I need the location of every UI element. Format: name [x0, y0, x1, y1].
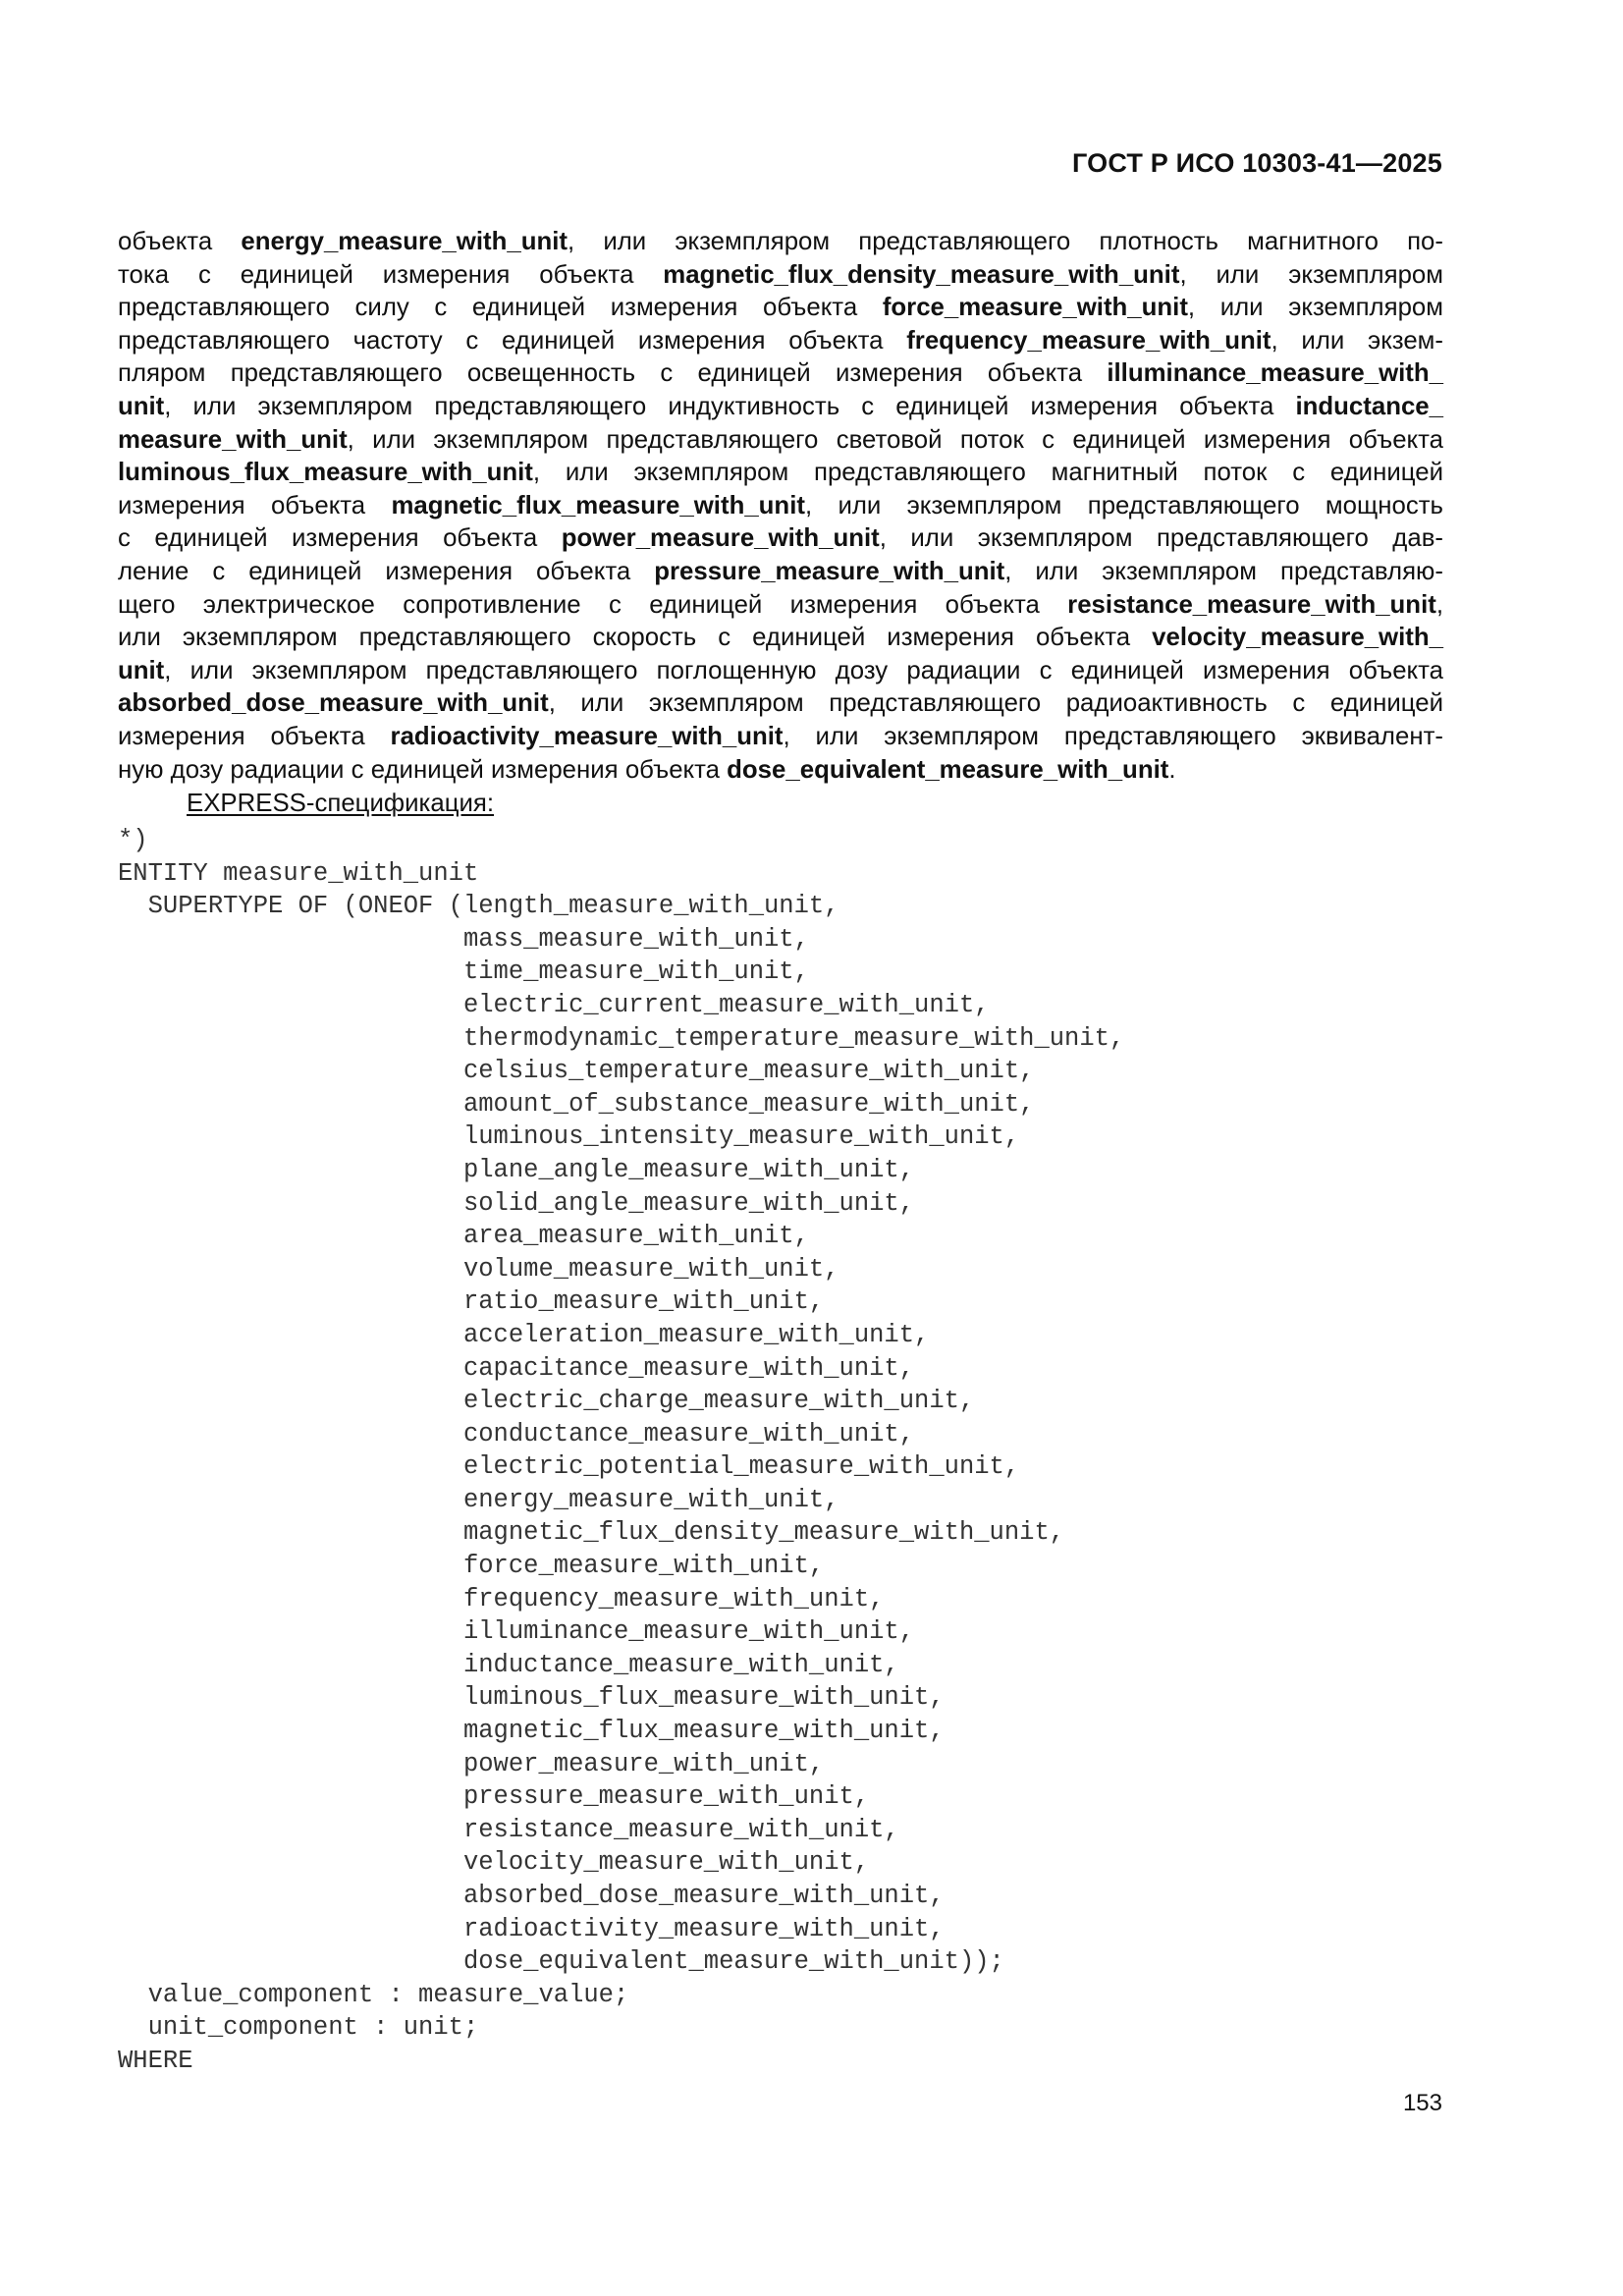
code-line: WHERE — [118, 2046, 193, 2075]
code-line: amount_of_substance_measure_with_unit, — [118, 1089, 1035, 1119]
body-paragraph — [118, 226, 1443, 787]
code-line: force_measure_with_unit, — [118, 1552, 825, 1581]
document-header: ГОСТ Р ИСО 10303-41—2025 — [1072, 148, 1442, 178]
code-line: SUPERTYPE OF (ONEOF (length_measure_with_unit, — [118, 892, 839, 921]
code-line: frequency_measure_with_unit, — [118, 1584, 885, 1613]
bold-term: luminous_flux_measure_with_unit — [118, 459, 533, 487]
code-line: unit_component : unit; — [118, 2013, 479, 2043]
express-code-block — [118, 824, 1124, 2078]
paragraph-line: щего электрическое сопротивление с единицей измерения объекта resistance_measure_with_unit, — [118, 590, 1443, 619]
code-line: acceleration_measure_with_unit, — [118, 1320, 930, 1349]
code-line: resistance_measure_with_unit, — [118, 1815, 899, 1844]
code-line: area_measure_with_unit, — [118, 1222, 809, 1251]
code-line: radioactivity_measure_with_unit, — [118, 1914, 945, 1943]
bold-term: power_measure_with_unit — [561, 524, 880, 553]
bold-term: dose_equivalent_measure_with_unit — [727, 755, 1169, 784]
paragraph-line: пляром представляющего освещенность с единицей измерения объекта illuminance_measure_with_ — [118, 359, 1443, 388]
paragraph-line: тока с единицей измерения объекта magnetic_flux_density_measure_with_unit, или экземпляром — [118, 260, 1443, 289]
code-line: luminous_intensity_measure_with_unit, — [118, 1122, 1020, 1152]
code-line: illuminance_measure_with_unit, — [118, 1617, 915, 1647]
code-line: thermodynamic_temperature_measure_with_unit, — [118, 1023, 1125, 1053]
bold-term: magnetic_flux_measure_with_unit — [391, 491, 805, 519]
bold-term: force_measure_with_unit — [882, 294, 1188, 322]
bold-term: measure_with_unit — [118, 425, 348, 454]
bold-term: illuminance_measure_with_ — [1107, 359, 1443, 388]
code-line: conductance_measure_with_unit, — [118, 1419, 915, 1449]
paragraph-line: unit, или экземпляром представляющего индуктивность с единицей измерения объекта inductance_ — [118, 392, 1443, 420]
code-line: time_measure_with_unit, — [118, 957, 809, 987]
code-line: power_measure_with_unit, — [118, 1749, 825, 1778]
code-line: solid_angle_measure_with_unit, — [118, 1188, 915, 1218]
bold-term: resistance_measure_with_unit — [1067, 590, 1436, 619]
bold-term: unit — [118, 392, 165, 420]
bold-term: unit — [118, 656, 165, 684]
paragraph-line: unit, или экземпляром представляющего поглощенную дозу радиации с единицей измерения объекта — [118, 656, 1443, 684]
code-line: celsius_temperature_measure_with_unit, — [118, 1057, 1035, 1086]
code-line: capacitance_measure_with_unit, — [118, 1353, 915, 1383]
bold-term: absorbed_dose_measure_with_unit — [118, 689, 549, 718]
bold-term: radioactivity_measure_with_unit — [390, 722, 784, 750]
code-line: *) — [118, 826, 148, 854]
paragraph-line: объекта energy_measure_with_unit, или экземпляром представляющего плотность магнитного по- — [118, 228, 1443, 255]
code-line: luminous_flux_measure_with_unit, — [118, 1683, 945, 1713]
code-line: absorbed_dose_measure_with_unit, — [118, 1882, 945, 1910]
paragraph-line: с единицей измерения объекта power_measure_with_unit, или экземпляром представляющего дав- — [118, 524, 1443, 553]
paragraph-line: measure_with_unit, или экземпляром представляющего световой поток с единицей измерения объекта — [118, 425, 1443, 454]
bold-term: energy_measure_with_unit — [241, 228, 568, 255]
bold-term: frequency_measure_with_unit — [906, 326, 1271, 355]
bold-term: inductance_ — [1295, 392, 1443, 420]
code-line: dose_equivalent_measure_with_unit)); — [118, 1947, 1004, 1977]
paragraph-line: измерения объекта radioactivity_measure_with_unit, или экземпляром представляющего эквивалент- — [118, 722, 1443, 750]
code-line: value_component : measure_value; — [118, 1980, 629, 2009]
bold-term: magnetic_flux_density_measure_with_unit — [663, 260, 1180, 289]
code-line: volume_measure_with_unit, — [118, 1254, 839, 1284]
code-line: electric_charge_measure_with_unit, — [118, 1387, 975, 1416]
express-spec-label: EXPRESS-спецификация: — [187, 790, 495, 817]
code-line: electric_potential_measure_with_unit, — [118, 1452, 1020, 1482]
paragraph-line: ление с единицей измерения объекта pressure_measure_with_unit, или экземпляром представляю- — [118, 557, 1443, 585]
bold-term: velocity_measure_with_ — [1152, 624, 1443, 652]
paragraph-line: измерения объекта magnetic_flux_measure_with_unit, или экземпляром представляющего мощность — [118, 491, 1443, 519]
code-line: magnetic_flux_density_measure_with_unit, — [118, 1518, 1065, 1548]
code-line: energy_measure_with_unit, — [118, 1485, 839, 1514]
code-line: ENTITY measure_with_unit — [118, 858, 479, 888]
code-line: magnetic_flux_measure_with_unit, — [118, 1717, 945, 1746]
code-line: electric_current_measure_with_unit, — [118, 990, 990, 1019]
code-line: pressure_measure_with_unit, — [118, 1782, 870, 1812]
paragraph-line: absorbed_dose_measure_with_unit, или экземпляром представляющего радиоактивность с единицей — [118, 689, 1443, 718]
paragraph-line: ную дозу радиации с единицей измерения объекта dose_equivalent_measure_with_unit. — [118, 755, 1176, 784]
code-line: ratio_measure_with_unit, — [118, 1287, 825, 1317]
code-line: mass_measure_with_unit, — [118, 924, 809, 954]
page-number: 153 — [1402, 2090, 1442, 2116]
paragraph-line: luminous_flux_measure_with_unit, или экземпляром представляющего магнитный поток с единицей — [118, 459, 1443, 487]
paragraph-line: представляющего силу с единицей измерения объекта force_measure_with_unit, или экземпляром — [118, 294, 1444, 322]
bold-term: pressure_measure_with_unit — [654, 557, 1005, 585]
code-line: velocity_measure_with_unit, — [118, 1848, 870, 1878]
paragraph-line: или экземпляром представляющего скорость с единицей измерения объекта velocity_measure_with_ — [118, 624, 1443, 652]
paragraph-line: представляющего частоту с единицей измерения объекта frequency_measure_with_unit, или экзем- — [118, 326, 1443, 355]
code-line: plane_angle_measure_with_unit, — [118, 1155, 915, 1184]
code-line: inductance_measure_with_unit, — [118, 1650, 899, 1679]
